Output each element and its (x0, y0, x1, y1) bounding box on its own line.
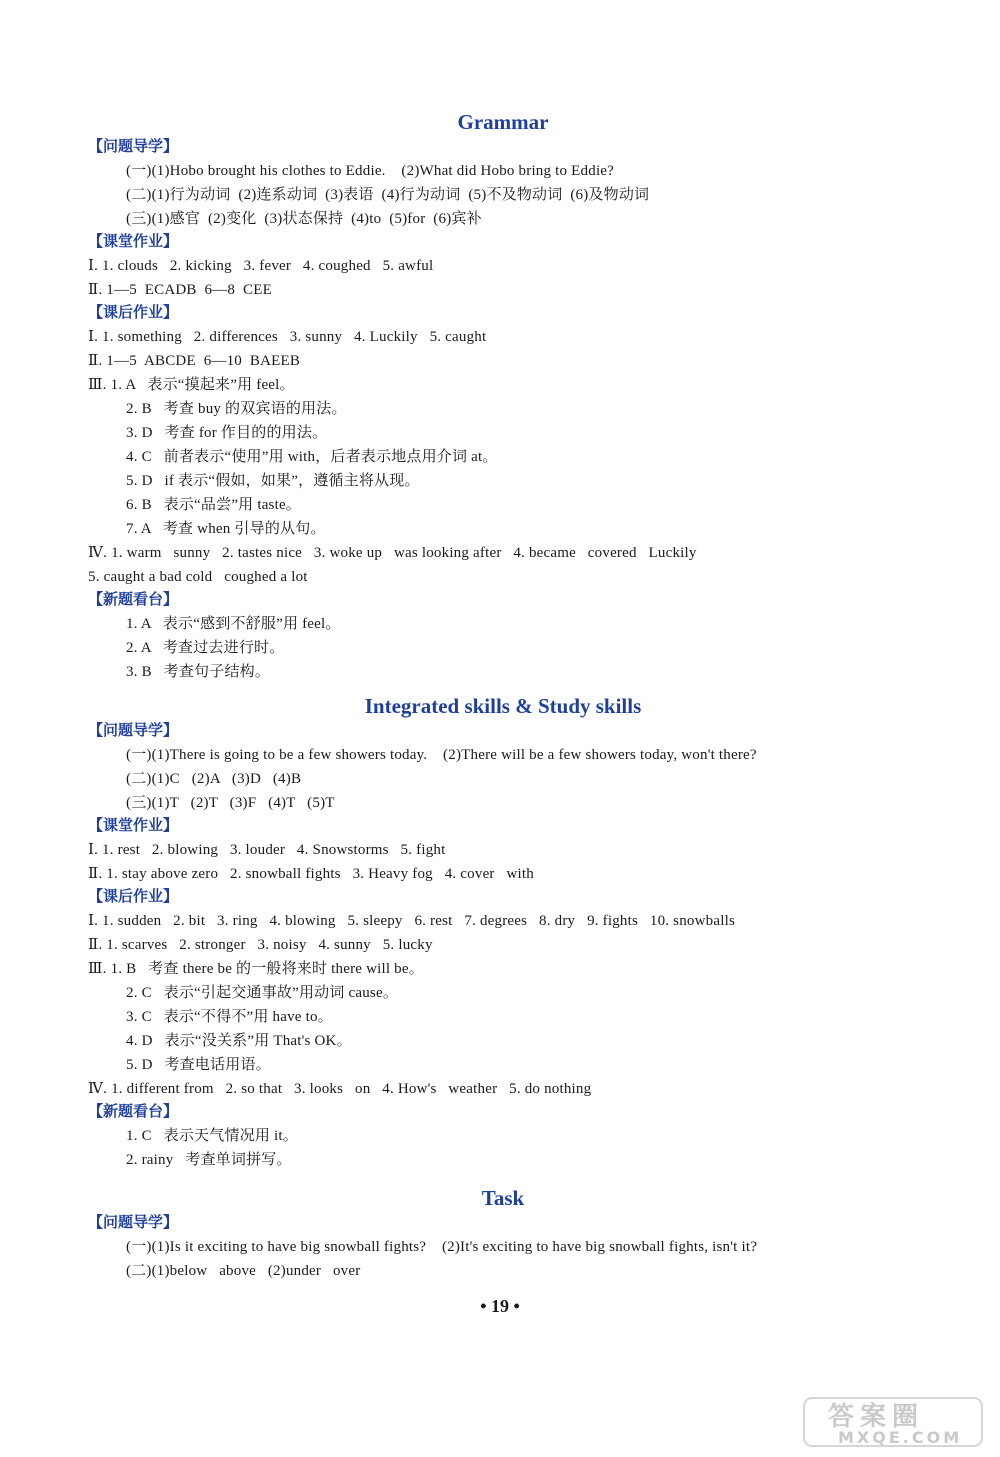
answer-line: 2. A 考查过去进行时。 (126, 640, 285, 656)
answer-line: 4. D 表示“没关系”用 That's OK。 (126, 1033, 352, 1049)
answer-line: Ⅰ. 1. rest 2. blowing 3. louder 4. Snowstorms 5. fight (88, 842, 446, 858)
watermark-logo (798, 1392, 988, 1452)
section-title-grammar: Grammar (457, 110, 549, 134)
answer-line: Ⅰ. 1. sudden 2. bit 3. ring 4. blowing 5. sleepy 6. rest 7. degrees 8. dry 9. fights 10. snowballs (88, 913, 735, 929)
answer-line: 6. B 表示“品尝”用 taste。 (126, 497, 302, 513)
answer-line: Ⅱ. 1—5 ECADB 6—8 CEE (88, 282, 272, 298)
answer-line: (一)(1)There is going to be a few showers today. (2)There will be a few showers today, won't there? (126, 747, 757, 763)
answer-line: Ⅱ. 1. stay above zero 2. snowball fights 3. Heavy fog 4. cover with (88, 866, 534, 882)
answer-line: Ⅰ. 1. clouds 2. kicking 3. fever 4. coughed 5. awful (88, 258, 434, 274)
page-number: • 19 • (480, 1296, 520, 1316)
answer-line: 2. rainy 考查单词拼写。 (126, 1152, 292, 1168)
tag-homework: 【课后作业】 (88, 889, 179, 905)
answer-line: 1. A 表示“感到不舒服”用 feel。 (126, 616, 341, 632)
answer-line: Ⅱ. 1. scarves 2. stronger 3. noisy 4. sunny 5. lucky (88, 937, 433, 953)
tag-question-guide: 【问题导学】 (88, 723, 179, 739)
answer-line: 7. A 考查 when 引导的从句。 (126, 521, 326, 537)
section-title-task: Task (481, 1186, 525, 1210)
answer-line: 5. caught a bad cold coughed a lot (88, 569, 308, 585)
tag-new-questions: 【新题看台】 (88, 592, 179, 608)
integrated-skills-section (88, 692, 918, 1172)
tag-question-guide: 【问题导学】 (88, 1215, 179, 1231)
tag-new-questions: 【新题看台】 (88, 1104, 179, 1120)
answer-line: Ⅳ. 1. different from 2. so that 3. looks on 4. How's weather 5. do nothing (88, 1081, 592, 1097)
answer-line: 3. C 表示“不得不”用 have to。 (126, 1009, 333, 1025)
answer-line: 3. B 考查句子结构。 (126, 664, 271, 680)
answer-line: 4. C 前者表示“使用”用 with，后者表示地点用介词 at。 (126, 449, 498, 465)
answer-line: 2. B 考查 buy 的双宾语的用法。 (126, 401, 347, 417)
answer-line: 1. C 表示天气情况用 it。 (126, 1128, 298, 1144)
answer-line: Ⅲ. 1. B 考查 there be 的一般将来时 there will be。 (88, 961, 424, 977)
answer-line: 3. D 考查 for 作目的的用法。 (126, 425, 328, 441)
answer-line: (一)(1)Is it exciting to have big snowball fights? (2)It's exciting to have big snowball fights, isn't it? (126, 1239, 758, 1255)
section-title-integrated: Integrated skills & Study skills (364, 694, 642, 718)
watermark-cn-text: 答案圈 (828, 1402, 925, 1432)
answer-line: Ⅳ. 1. warm sunny 2. tastes nice 3. woke up was looking after 4. became covered Luckily (88, 545, 697, 561)
watermark-en-text: MXQE.COM (838, 1428, 963, 1447)
tag-question-guide: 【问题导学】 (88, 139, 179, 155)
answer-line: (三)(1)感官 (2)变化 (3)状态保持 (4)to (5)for (6)宾补 (126, 211, 482, 227)
tag-classwork: 【课堂作业】 (88, 234, 179, 250)
answer-line: Ⅱ. 1—5 ABCDE 6—10 BAEEB (88, 353, 301, 369)
answer-line: (二)(1)行为动词 (2)连系动词 (3)表语 (4)行为动词 (5)不及物动词 (6)及物动词 (126, 187, 650, 203)
tag-homework: 【课后作业】 (88, 305, 179, 321)
answer-line: (三)(1)T (2)T (3)F (4)T (5)T (126, 795, 335, 811)
answer-line: Ⅲ. 1. A 表示“摸起来”用 feel。 (88, 377, 295, 393)
tag-classwork: 【课堂作业】 (88, 818, 179, 834)
answer-line: (二)(1)below above (2)under over (126, 1263, 361, 1279)
answer-line: (二)(1)C (2)A (3)D (4)B (126, 771, 302, 787)
answer-line: 5. D 考查电话用语。 (126, 1057, 271, 1073)
grammar-section (88, 108, 918, 684)
answer-line: 5. D if 表示“假如，如果”，遵循主将从现。 (126, 473, 420, 489)
answer-line: Ⅰ. 1. something 2. differences 3. sunny 4. Luckily 5. caught (88, 329, 487, 345)
task-section (88, 1184, 918, 1283)
answer-line: 2. C 表示“引起交通事故”用动词 cause。 (126, 985, 399, 1001)
answer-line: (一)(1)Hobo brought his clothes to Eddie. (2)What did Hobo bring to Eddie? (126, 163, 615, 179)
